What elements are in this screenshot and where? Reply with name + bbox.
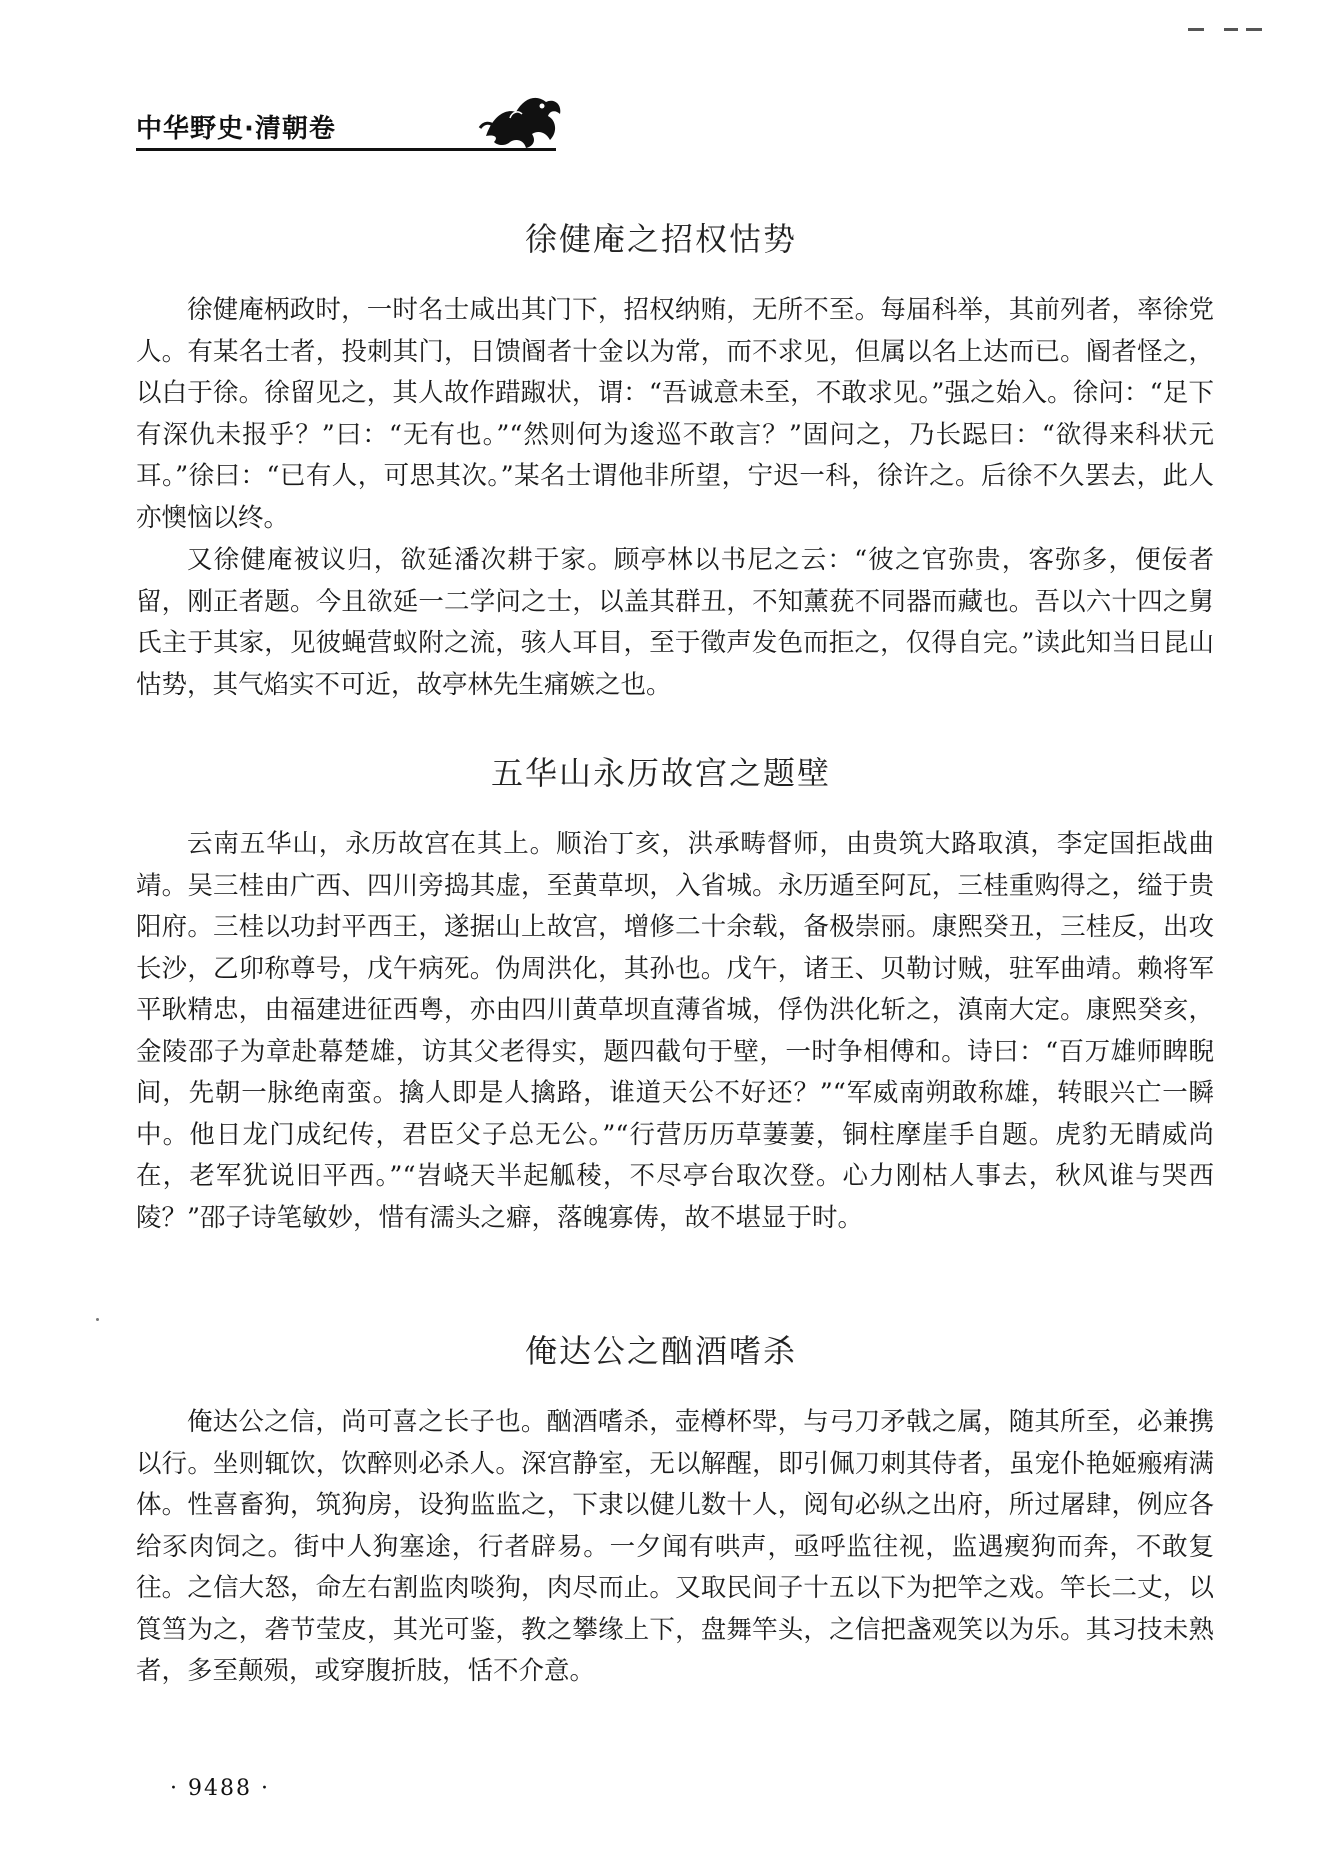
running-header	[136, 96, 566, 156]
scan-corner-marks	[1188, 28, 1268, 38]
paragraph-1-2: 又徐健庵被议归，欲延潘次耕于家。顾亭林以书尼之云：“彼之官弥贵，客弥多，便佞者留，刚正者题。今且欲延一二学问之士，以盖其群丑，不知薰莸不同器而藏也。吾以六十四之舅氏主于其家，见彼蝇营蚁附之流，骇人耳目，至于徵声发色而拒之，仅得自完。”读此知当日昆山怙势，其气焰实不可近，故亭林先生痛嫉之也。	[136, 545, 1214, 700]
running-title: 中华野史·清朝卷	[136, 114, 336, 144]
section-title-3: 俺达公之酗酒嗜杀	[524, 1332, 797, 1370]
dragon-ornament-icon	[476, 88, 566, 150]
paragraph-3-1: 俺达公之信，尚可喜之长子也。酗酒嗜杀，壶樽杯斝，与弓刀矛戟之属，随其所至，必兼携以行。坐则辄饮，饮醉则必杀人。深宫静室，无以解醒，即引佩刀刺其侍者，虽宠仆艳姬瘢痏满体。性喜畜狗，筑狗房，设狗监监之，下隶以健儿数十人，阅旬必纵之出府，所过屠肆，例应各给豕肉饲之。街中人狗塞途，行者辟易。一夕闻有哄声，亟呼监往视，监遇瘈狗而奔，不敢复往。之信大怒，命左右割监肉啖狗，肉尽而止。又取民间子十五以下为把竿之戏。竿长二丈，以筤筜为之，砻节莹皮，其光可鉴，教之攀缘上下，盘舞竿头，之信把盏观笑以为乐。其习技未熟者，多至颠殒，或穿腹折肢，恬不介意。	[136, 1407, 1214, 1686]
scan-speck	[96, 1318, 99, 1321]
section-title-2: 五华山永历故宫之题壁	[490, 754, 831, 792]
paragraph-1-1: 徐健庵柄政时，一时名士咸出其门下，招权纳贿，无所不至。每届科举，其前列者，率徐党人。有某名士者，投刺其门，日馈阍者十金以为常，而不求见，但属以名上达而已。阍者怪之，以白于徐。徐留见之，其人故作踖踧状，谓：“吾诚意未至，不敢求见。”强之始入。徐问：“足下有深仇未报乎？”曰：“无有也。”“然则何为逡巡不敢言？”固问之，乃长跽曰：“欲得来科状元耳。”徐曰：“已有人，可思其次。”某名士谓他非所望，宁迟一科，徐许之。后徐不久罢去，此人亦懊恼以终。	[136, 295, 1214, 533]
paragraph-2-1: 云南五华山，永历故宫在其上。顺治丁亥，洪承畴督师，由贵筑大路取滇，李定国拒战曲靖。吴三桂由广西、四川旁捣其虚，至黄草坝，入省城。永历遁至阿瓦，三桂重购得之，缢于贵阳府。三桂以功封平西王，遂据山上故宫，增修二十余载，备极崇丽。康熙癸丑，三桂反，出攻长沙，乙卯称尊号，戊午病死。伪周洪化，其孙也。戊午，诸王、贝勒讨贼，驻军曲靖。赖将军平耿精忠，由福建进征西粤，亦由四川黄草坝直薄省城，俘伪洪化斩之，滇南大定。康熙癸亥，金陵邵子为章赴幕楚雄，访其父老得实，题四截句于壁，一时争相傅和。诗曰：“百万雄师睥睨间，先朝一脉绝南蛮。擒人即是人擒路，谁道天公不好还？”“军威南朔敢称雄，转眼兴亡一瞬中。他日龙门成纪传，君臣父子总无公。”“行营历历草萋萋，铜柱摩崖手自题。虎豹无睛威尚在，老军犹说旧平西。”“岧峣天半起觚稜，不尽亭台取次登。心力刚枯人事去，秋风谁与哭西陵？”邵子诗笔敏妙，惜有濡头之癖，落魄寡俦，故不堪显于时。	[136, 829, 1214, 1233]
page-number: · 9488 ·	[170, 1776, 270, 1801]
header-rule	[136, 148, 556, 151]
section-title-1: 徐健庵之招权怙势	[524, 220, 797, 258]
